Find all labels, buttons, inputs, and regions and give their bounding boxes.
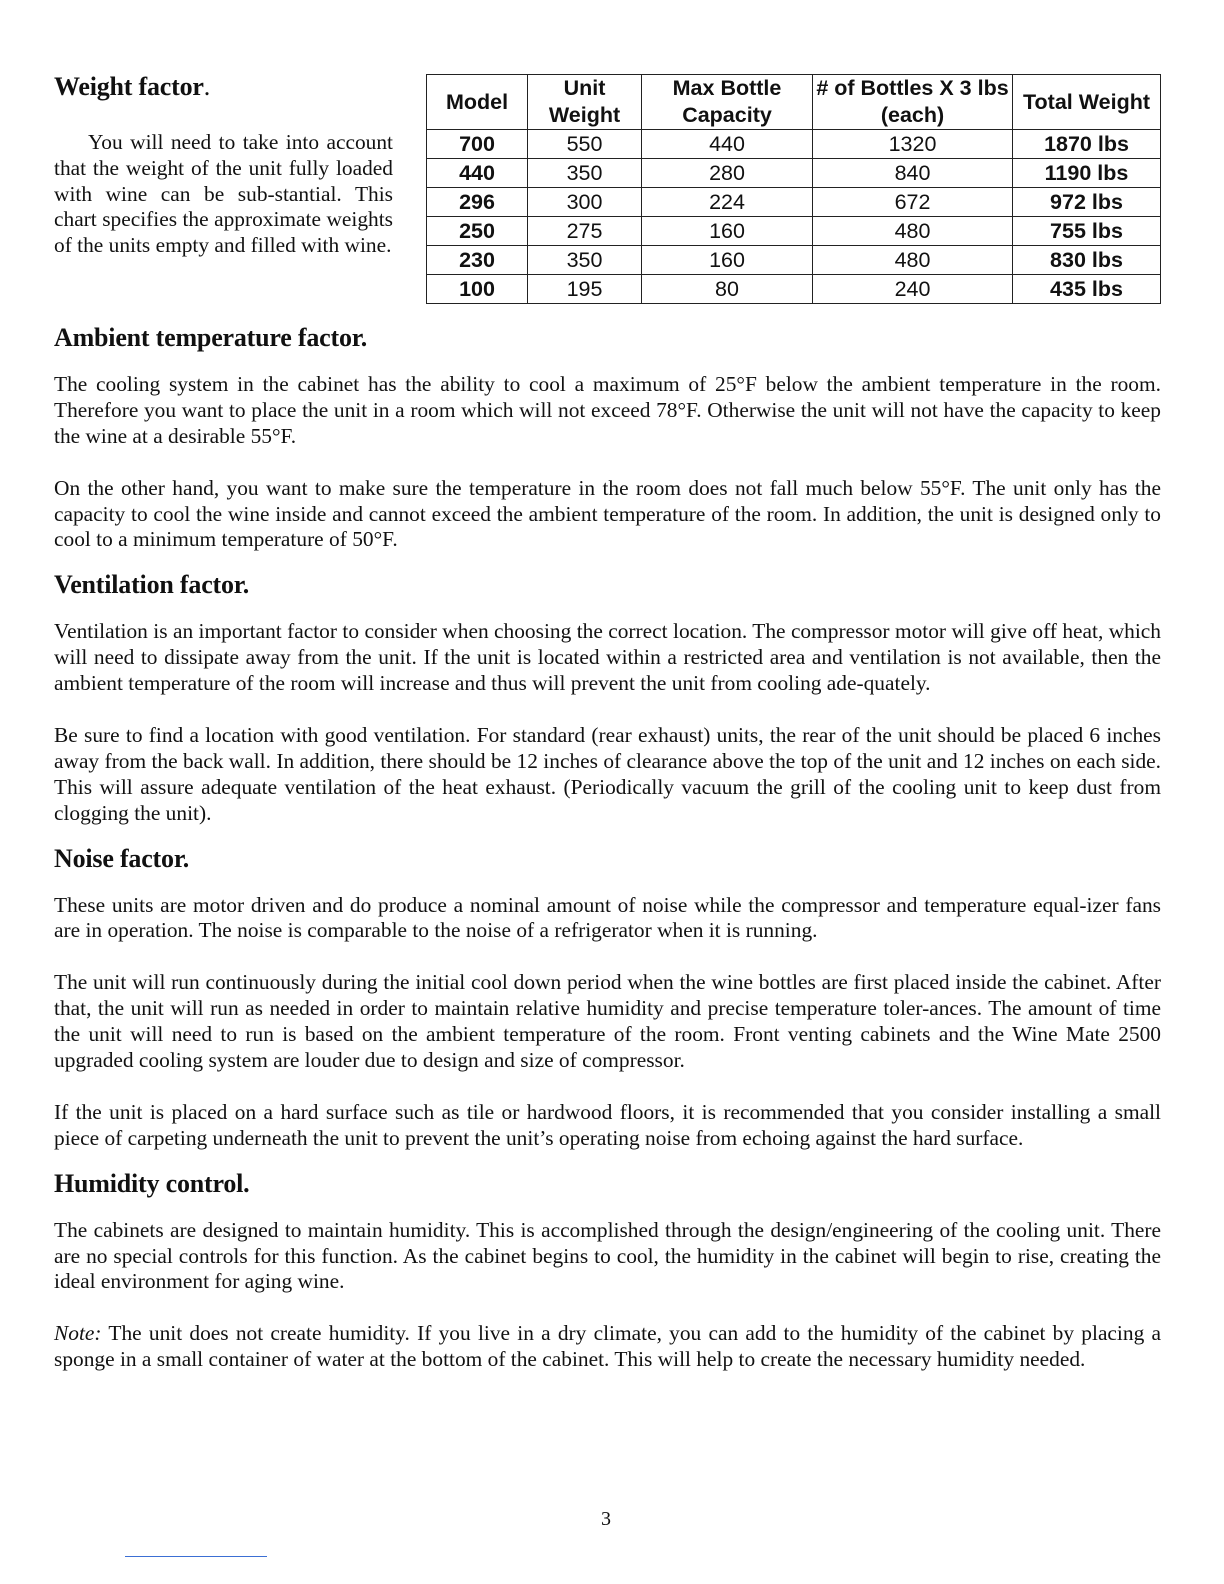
cell-bottles-weight: 840 <box>813 159 1013 188</box>
ventilation-heading: Ventilation factor. <box>54 570 250 600</box>
cell-capacity: 160 <box>642 217 813 246</box>
cell-model: 296 <box>427 188 528 217</box>
ambient-temperature-heading: Ambient temperature factor. <box>54 323 368 352</box>
weight-table-header-row <box>427 75 1161 130</box>
table-row <box>427 275 1161 304</box>
humidity-heading: Humidity control. <box>54 1168 250 1198</box>
cell-bottles-weight: 240 <box>813 275 1013 304</box>
noise-paragraph-1: These units are motor driven and do produce a nominal amount of noise while the compressor and temperature equal-izer fans are in operation. The noise is comparable to the noise of a refrigerator when it is running. <box>54 892 1161 943</box>
table-row <box>427 188 1161 217</box>
cell-total-weight: 830 lbs <box>1013 246 1161 275</box>
cell-total-weight: 755 lbs <box>1013 217 1161 246</box>
cell-bottles-weight: 480 <box>813 217 1013 246</box>
document-body <box>54 320 1161 1373</box>
cell-unit-weight: 300 <box>528 188 642 217</box>
weight-factor-heading-text: Weight factor <box>54 72 204 101</box>
page-number: 3 <box>601 1508 611 1530</box>
weight-factor-paragraph: You will need to take into account that the weight of the unit fully loaded with wine can be sub-stantial. This chart specifies the approximate weights of the units empty and filled with wine. <box>54 130 393 258</box>
noise-paragraph-3: If the unit is placed on a hard surface such as tile or hardwood floors, it is recommended that you consider installing a small piece of carpeting underneath the unit to prevent the unit’s operating noise from echoing against the hard surface. <box>54 1099 1161 1150</box>
cell-capacity: 160 <box>642 246 813 275</box>
note-text: The unit does not create humidity. If you live in a dry climate, you can add to the humidity of the cabinet by placing a sponge in a small container of water at the bottom of the cabinet. This will help to create the necessary humidity needed. <box>54 1321 1161 1372</box>
cell-capacity: 440 <box>642 130 813 159</box>
ventilation-paragraph-1: Ventilation is an important factor to consider when choosing the correct location. The compressor motor will give off heat, which will need to dissipate away from the unit. If the unit is located within a restricted area and ventilation is not available, then the ambient temperature of the room will increase and thus will prevent the unit from cooling ade-quately. <box>54 619 1161 696</box>
ambient-paragraph-1: The cooling system in the cabinet has the ability to cool a maximum of 25°F below the ambient temperature in the room. Therefore you want to place the unit in a room which will not exceed 78°F. Otherwise the unit will not have the capacity to keep the wine at a desirable 55°F. <box>54 372 1161 448</box>
ambient-paragraph-2: On the other hand, you want to make sure the temperature in the room does not fall much below 55°F. The unit only has the capacity to cool the wine inside and cannot exceed the ambient temperature of the room. In addition, the unit is designed only to cool to a minimum temperature of 50°F. <box>54 475 1161 552</box>
humidity-note <box>54 1321 1161 1373</box>
header-bottles-weight: # of Bottles X 3 lbs (each) <box>813 75 1013 130</box>
cell-total-weight: 972 lbs <box>1013 188 1161 217</box>
cell-unit-weight: 275 <box>528 217 642 246</box>
weight-factor-heading-period: . <box>203 72 211 101</box>
humidity-paragraph: The cabinets are designed to maintain humidity. This is accomplished through the design/engineering of the cooling unit. There are no special controls for this function. As the cabinet begins to cool, the humidity in the cabinet will begin to rise, creating the ideal environment for aging wine. <box>54 1217 1161 1294</box>
table-row <box>427 246 1161 275</box>
cell-unit-weight: 350 <box>528 159 642 188</box>
table-row <box>427 159 1161 188</box>
header-model: Model <box>427 75 528 130</box>
cell-total-weight: 1190 lbs <box>1013 159 1161 188</box>
cell-unit-weight: 195 <box>528 275 642 304</box>
footer-rule <box>125 1556 267 1557</box>
cell-total-weight: 435 lbs <box>1013 275 1161 304</box>
cell-capacity: 280 <box>642 159 813 188</box>
ventilation-paragraph-2: Be sure to find a location with good ventilation. For standard (rear exhaust) units, the rear of the unit should be placed 6 inches away from the back wall. In addition, there should be 12 inches of clearance above the top of the unit and 12 inches on each side. This will assure adequate ventilation of the heat exhaust. (Periodically vacuum the grill of the cooling unit to keep dust from clogging the unit). <box>54 722 1161 825</box>
cell-model: 440 <box>427 159 528 188</box>
weight-table <box>426 74 1161 304</box>
cell-total-weight: 1870 lbs <box>1013 130 1161 159</box>
cell-capacity: 224 <box>642 188 813 217</box>
header-unit-weight: Unit Weight <box>528 75 642 130</box>
cell-unit-weight: 550 <box>528 130 642 159</box>
cell-model: 230 <box>427 246 528 275</box>
weight-factor-heading <box>54 72 210 102</box>
table-row <box>427 130 1161 159</box>
header-max-bottle-capacity: Max Bottle Capacity <box>642 75 813 130</box>
cell-bottles-weight: 480 <box>813 246 1013 275</box>
note-label: Note: <box>54 1321 102 1346</box>
header-total-weight: Total Weight <box>1013 75 1161 130</box>
cell-model: 100 <box>427 275 528 304</box>
cell-capacity: 80 <box>642 275 813 304</box>
cell-model: 700 <box>427 130 528 159</box>
cell-bottles-weight: 1320 <box>813 130 1013 159</box>
cell-model: 250 <box>427 217 528 246</box>
cell-unit-weight: 350 <box>528 246 642 275</box>
cell-bottles-weight: 672 <box>813 188 1013 217</box>
noise-heading: Noise factor. <box>54 843 190 873</box>
table-row <box>427 217 1161 246</box>
noise-paragraph-2: The unit will run continuously during the initial cool down period when the wine bottles are first placed inside the cabinet. After that, the unit will run as needed in order to maintain relative humidity and precise temperature toler-ances. The amount of time the unit will need to run is based on the ambient temperature of the room. Front venting cabinets and the Wine Mate 2500 upgraded cooling system are louder due to design and size of compressor. <box>54 970 1161 1072</box>
